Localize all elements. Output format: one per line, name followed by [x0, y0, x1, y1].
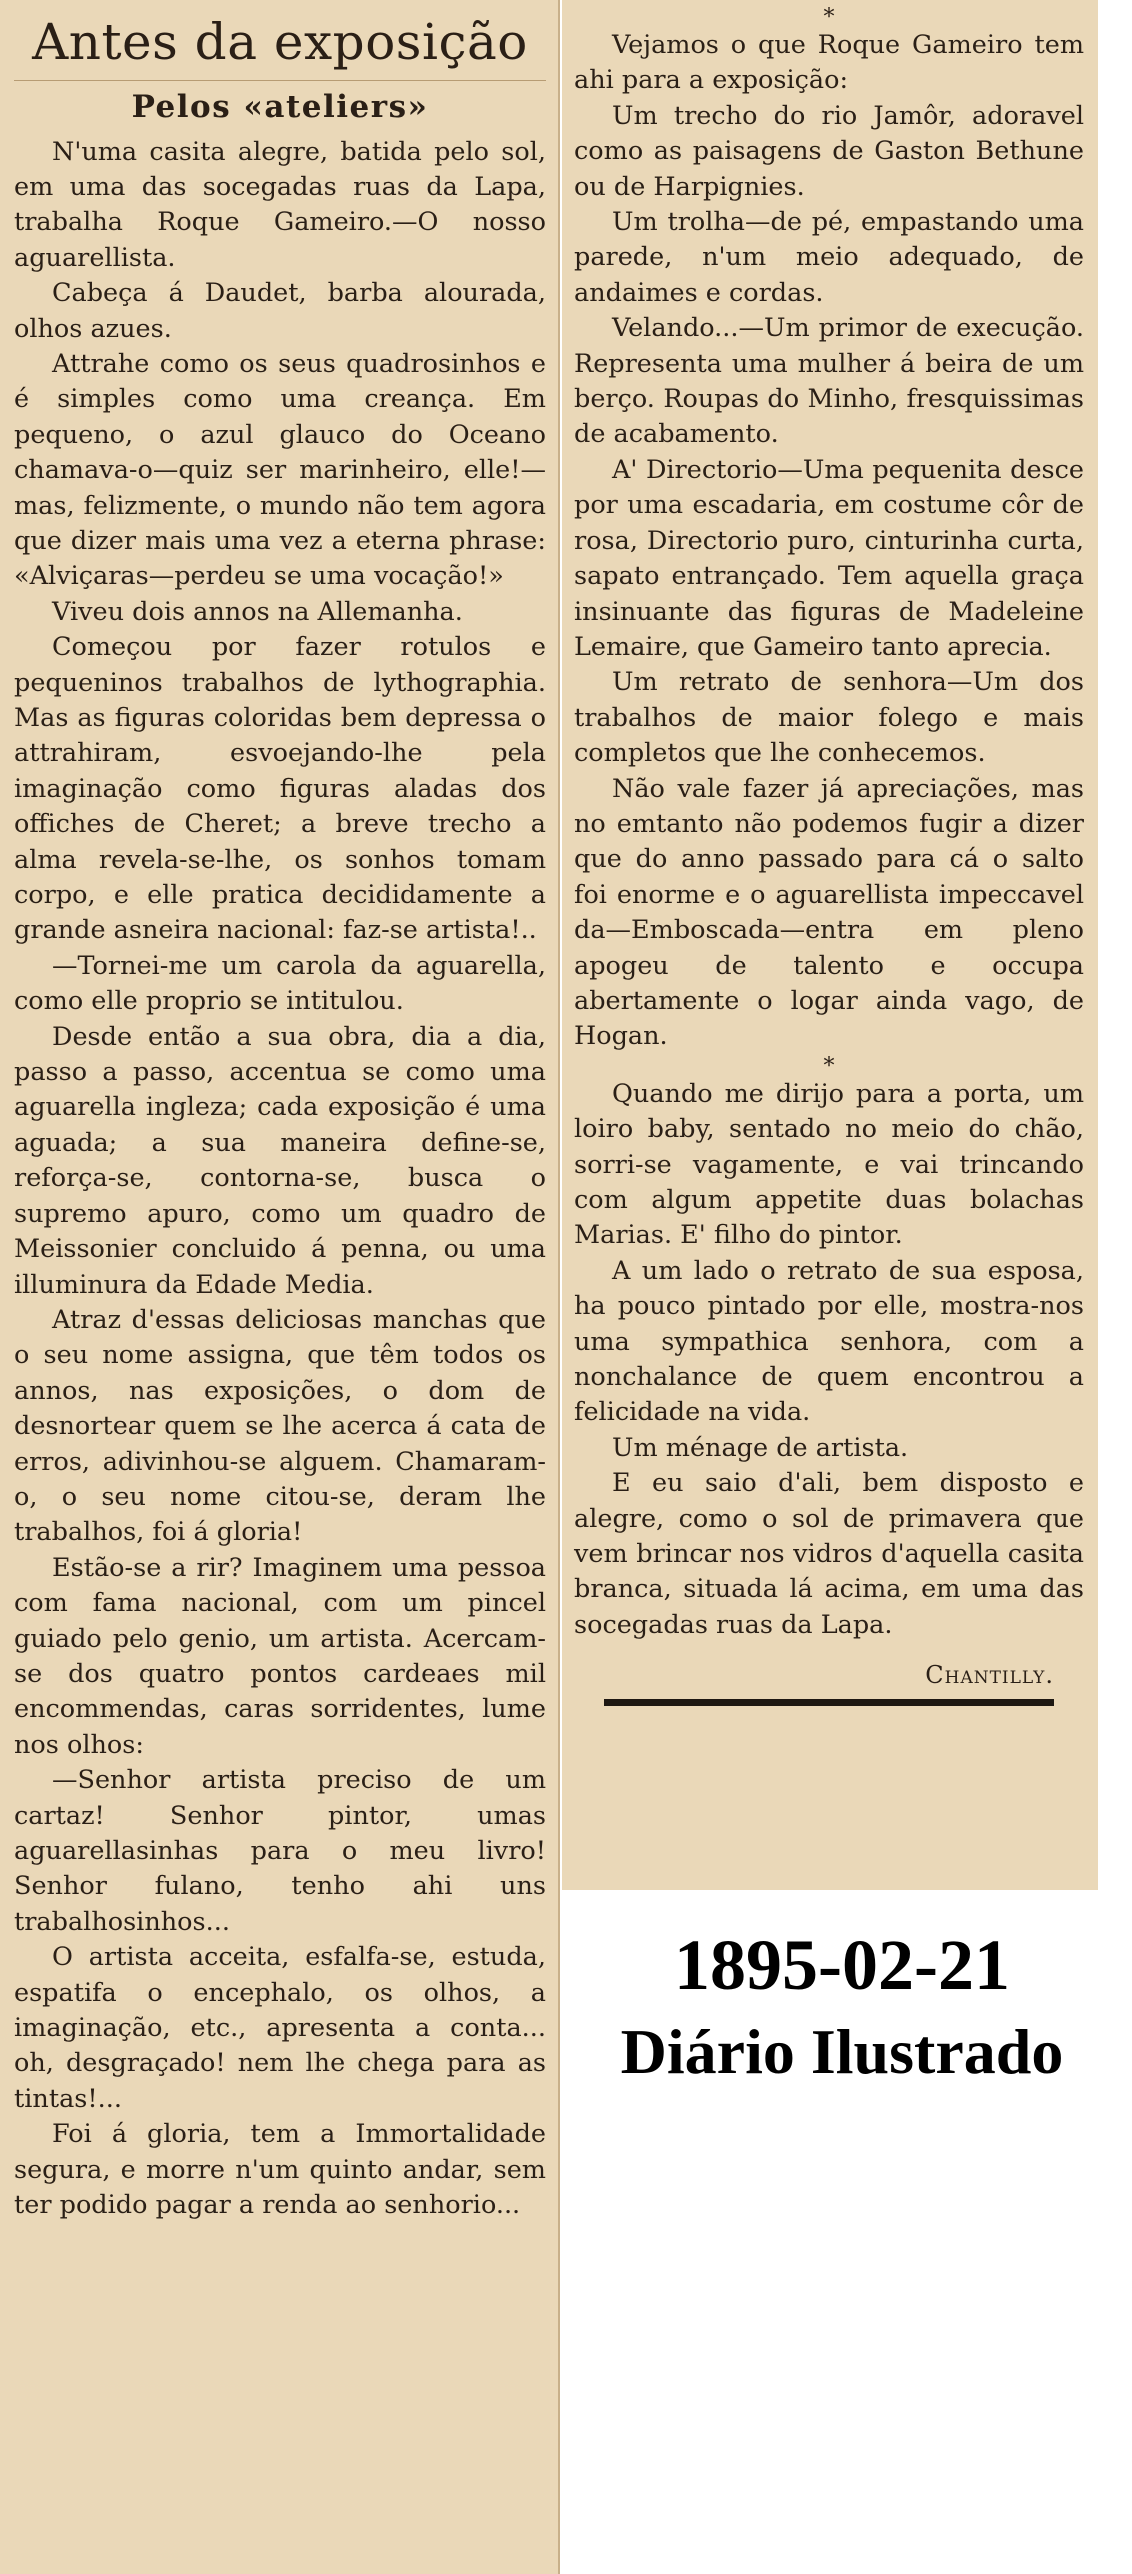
- paragraph: Foi á gloria, tem a Immortalidade segura, e morre n'um quinto andar, sem ter podido pagar a renda ao senhorio...: [14, 2119, 546, 2221]
- paragraph: Um trolha—de pé, empastando uma parede, n'um meio adequado, de andaimes e cordas.: [574, 207, 1084, 308]
- paragraph: —Senhor artista preciso de um cartaz! Senhor pintor, umas aguarellasinhas para o meu livro! Senhor fulano, tenho ahi uns trabalhosinhos...: [14, 1765, 546, 1937]
- paragraph: Começou por fazer rotulos e pequeninos trabalhos de lythographia. Mas as figuras coloridas bem depressa o attrahiram, esvoejando-lhe pela imaginação como figuras aladas dos offiches de Cheret; a breve trecho a alma revela-se-lhe, os sonhos tomam corpo, e elle pratica decididamente a grande asneira nacional: faz-se artista!..: [14, 632, 546, 946]
- paragraph: Um ménage de artista.: [612, 1432, 909, 1463]
- section-separator: *: [823, 1053, 835, 1079]
- paragraph: —Tornei-me um carola da aguarella, como elle proprio se intitulou.: [14, 950, 546, 1017]
- paragraph: Cabeça á Daudet, barba alourada, olhos azues.: [14, 278, 546, 344]
- paragraph: Viveu dois annos na Allemanha.: [52, 596, 463, 627]
- closing-rule: [604, 1699, 1054, 1706]
- paragraph: Não vale fazer já apreciações, mas no emtanto não podemos fugir a dizer que do anno passado para cá o salto foi enorme e o aguarellista impeccavel da—Emboscada—entra em pleno apogeu de talento e occupa abertamente o logar ainda vago, de Hogan.: [574, 773, 1084, 1052]
- paragraph: Um trecho do rio Jamôr, adoravel como as paisagens de Gaston Bethune ou de Harpignies.: [574, 100, 1084, 202]
- paragraph: N'uma casita alegre, batida pelo sol, em uma das socegadas ruas da Lapa, trabalha Roque Gameiro.—O nosso aguarellista.: [14, 136, 546, 273]
- section-separator: *: [823, 5, 835, 30]
- newspaper-name: Diário Ilustrado: [620, 2016, 1064, 2087]
- paragraph: Desde então a sua obra, dia a dia, passo a passo, accentua se como uma aguarella ingleza; cada exposição é uma aguada; a sua maneira define-se, reforça-se, contorna-se, busca o supremo apuro, como um quadro de Meissonier concluido á penna, ou uma illuminura da Edade Media.: [14, 1021, 546, 1300]
- publication-date: 1895-02-21: [674, 1925, 1010, 2005]
- article-right-column: [562, 0, 1098, 1890]
- article-subtitle: Pelos «ateliers»: [131, 88, 429, 125]
- paragraph: Attrahe como os seus quadrosinhos e é simples como uma creança. Em pequeno, o azul glauco do Oceano chamava-o—quiz ser marinheiro, elle!—mas, felizmente, o mundo não tem agora que dizer mais uma vez a eterna phrase: «Alviçaras—perdeu se uma vocação!»: [14, 348, 546, 592]
- paragraph: A' Directorio—Uma pequenita desce por uma escadaria, em costume côr de rosa, Directorio puro, cinturinha curta, sapato entrançado. Tem aquella graça insinuante das figuras de Madeleine Lemaire, que Gameiro tanto aprecia.: [574, 454, 1084, 662]
- paragraph: Quando me dirijo para a porta, um loiro baby, sentado no meio do chão, sorri-se vagamente, e vai trincando com algum appetite duas bolachas Marias. E' filho do pintor.: [574, 1078, 1084, 1251]
- paragraph: Um retrato de senhora—Um dos trabalhos de maior folego e mais completos que lhe conhecemos.: [574, 667, 1084, 769]
- paragraph: O artista acceita, esfalfa-se, estuda, espatifa o encephalo, os olhos, a imaginação, etc., apresenta a conta... oh, desgraçado! nem lhe chega para as tintas!...: [14, 1942, 546, 2114]
- paragraph: Velando...—Um primor de execução. Representa uma mulher á beira de um berço. Roupas do Minho, fresquissimas de acabamento.: [574, 313, 1084, 450]
- paragraph: A um lado o retrato de sua esposa, ha pouco pintado por elle, mostra-nos uma sympathica senhora, com a nonchalance de quem encontrou a felicidade na vida.: [574, 1255, 1084, 1428]
- paragraph: Vejamos o que Roque Gameiro tem ahi para a exposição:: [574, 30, 1084, 96]
- paragraph: Atraz d'essas deliciosas manchas que o seu nome assigna, que têm todos os annos, nas exposições, o dom de desnortear quem se lhe acerca á cata de erros, adivinhou-se alguem. Chamaram-o, o seu nome citou-se, deram lhe trabalhos, foi á gloria!: [14, 1304, 546, 1548]
- source-caption: [566, 1900, 1118, 2094]
- author-signature: Chantilly.: [925, 1661, 1054, 1690]
- article-left-column: [0, 0, 560, 2574]
- paragraph: Estão-se a rir? Imaginem uma pessoa com fama nacional, com um pincel guiado pelo genio, um artista. Acercam-se dos quatro pontos cardeaes mil encommendas, caras sorridentes, lume nos olhos:: [14, 1552, 546, 1760]
- paragraph: E eu saio d'ali, bem disposto e alegre, como o sol de primavera que vem brincar nos vidros d'aquella casita branca, situada lá acima, em uma das socegadas ruas da Lapa.: [574, 1468, 1084, 1640]
- article-title: Antes da exposição: [14, 14, 546, 81]
